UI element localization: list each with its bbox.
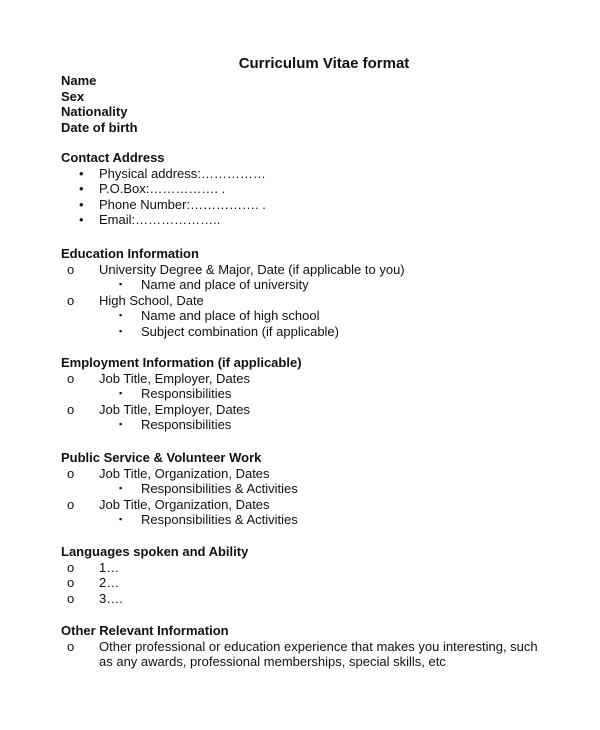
volunteer-heading: Public Service & Volunteer Work [61,450,262,465]
subject-combination: Subject combination (if applicable) [141,323,339,339]
volunteer-detail: Responsibilities & Activities [141,481,298,497]
personal-section [61,73,581,135]
list-item [61,293,581,309]
field-name: Name [61,73,97,88]
list-item [61,262,581,278]
bullet-marker: • [79,212,84,228]
circle-marker: o [67,292,75,308]
field-nationality: Nationality [61,104,128,120]
circle-marker: o [67,261,75,277]
list-item [61,417,581,433]
job-detail: Responsibilities [141,386,232,402]
circle-marker: o [67,401,75,417]
other-description: Other professional or education experience that makes you interesting, such as any awards, professional memberships, special skills, etc [99,638,538,670]
list-item [61,166,581,182]
list-item [61,591,581,607]
list-item [61,212,581,228]
list-item [61,575,581,591]
employment-heading: Employment Information (if applicable) [61,355,302,370]
volunteer-detail: Responsibilities & Activities [141,512,298,528]
job-detail: Responsibilities [141,417,232,433]
list-item [61,639,551,670]
languages-section [61,544,581,606]
language-entry: 3…. [99,590,123,606]
job-entry: Job Title, Employer, Dates [99,370,251,386]
volunteer-entry: Job Title, Organization, Dates [99,496,270,512]
list-item [61,497,581,513]
education-heading: Education Information [61,246,199,261]
language-entry: 1… [99,559,120,575]
list-item [61,308,581,324]
square-marker: ▪ [119,419,123,430]
square-marker: ▪ [119,325,123,336]
bullet-marker: • [79,196,84,212]
list-item [61,277,581,293]
square-marker: ▪ [119,279,123,290]
list-item [61,324,581,340]
circle-marker: o [67,559,75,575]
list-item [61,466,581,482]
contact-section [61,150,581,228]
field-date-of-birth: Date of birth [61,119,138,135]
document-title: Curriculum Vitae format [238,55,410,72]
education-section [61,246,581,340]
bullet-marker: • [79,181,84,197]
university-detail: Name and place of university [141,277,309,293]
list-item [61,181,581,197]
other-heading: Other Relevant Information [61,623,229,638]
list-item [61,402,581,418]
field-sex: Sex [61,88,85,104]
email: Email:……………….. [99,212,221,228]
language-entry: 2… [99,575,120,591]
list-item [61,481,581,497]
list-item [61,386,581,402]
university-entry: University Degree & Major, Date (if applicable to you) [99,261,405,277]
circle-marker: o [67,370,75,386]
circle-marker: o [67,638,75,654]
list-item [61,371,581,387]
po-box: P.O.Box:……………. . [99,181,226,197]
list-item [61,560,581,576]
other-section [61,623,581,670]
circle-marker: o [67,590,75,606]
volunteer-entry: Job Title, Organization, Dates [99,465,270,481]
circle-marker: o [67,465,75,481]
bullet-marker: • [79,165,84,181]
square-marker: ▪ [119,388,123,399]
employment-section [61,355,581,433]
square-marker: ▪ [119,310,123,321]
contact-heading: Contact Address [61,150,165,165]
volunteer-section [61,450,581,528]
physical-address: Physical address:…………… [99,165,266,181]
phone-number: Phone Number:……………. . [99,196,266,212]
circle-marker: o [67,496,75,512]
list-item [61,512,581,528]
languages-heading: Languages spoken and Ability [61,544,249,559]
square-marker: ▪ [119,514,123,525]
high-school-detail: Name and place of high school [141,308,320,324]
square-marker: ▪ [119,483,123,494]
job-entry: Job Title, Employer, Dates [99,401,251,417]
list-item [61,197,581,213]
circle-marker: o [67,575,75,591]
high-school-entry: High School, Date [99,292,204,308]
